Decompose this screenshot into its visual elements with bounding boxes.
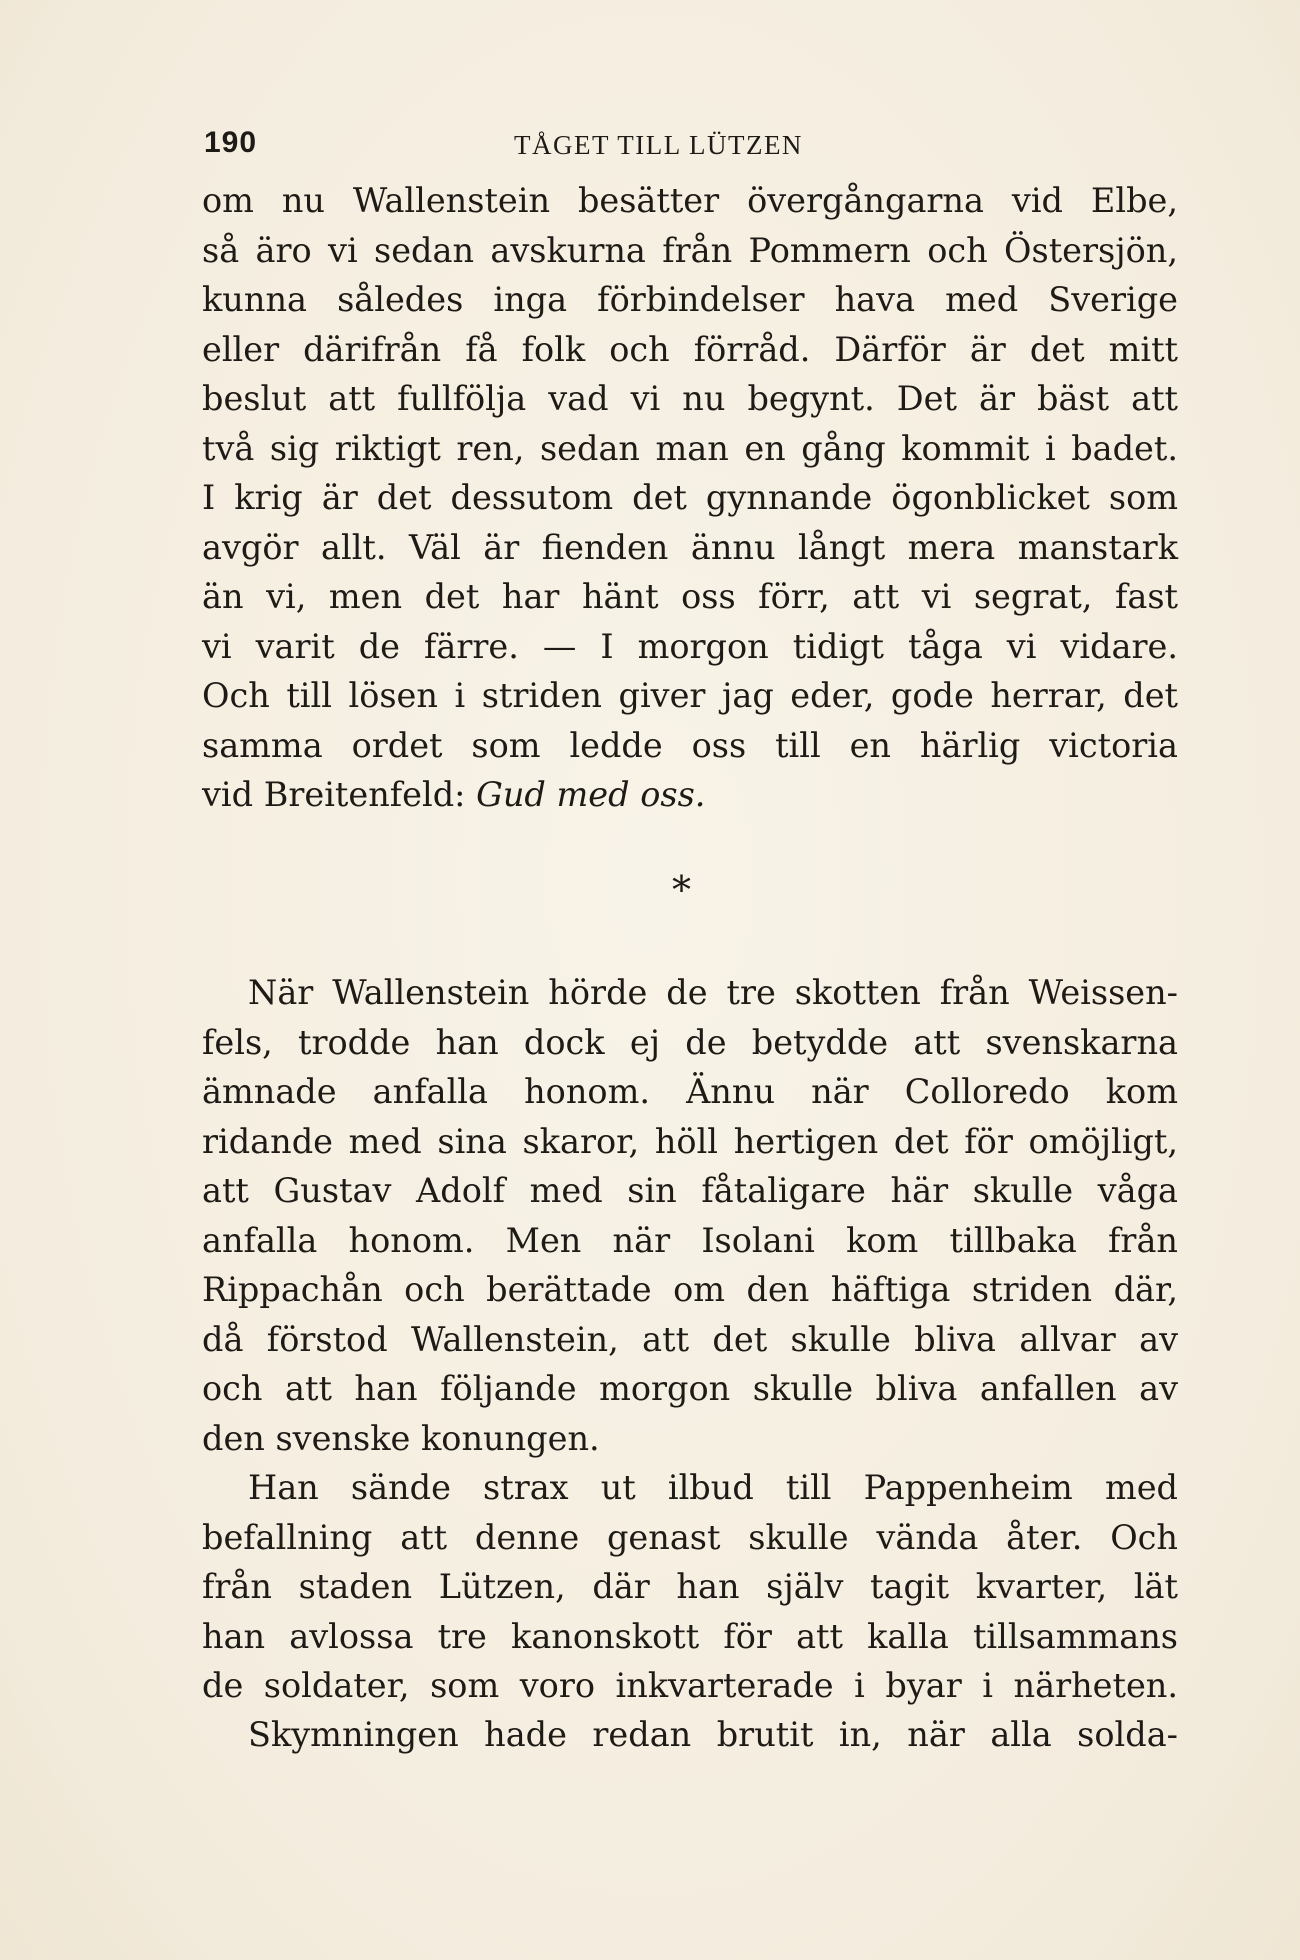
italic-motto: Gud med oss. [476,775,706,814]
text-line: vi varit de färre. — I morgon tidigt tåga vi vidare. [202,626,1178,666]
text-line: och att han följande morgon skulle bliva anfallen av [202,1369,1178,1408]
text-line: kunna således inga förbindelser hava med Sverige [202,280,1178,319]
text-line: avgör allt. Väl är fienden ännu långt mera manstark [202,527,1178,567]
page-number: 190 [204,126,258,159]
text-line: befallning att denne genast skulle vända åter. Och [202,1517,1178,1557]
text-line: fels, trodde han dock ej de betydde att svenskarna [202,1022,1178,1062]
section-separator: * [672,868,691,912]
text-line: eller därifrån få folk och förråd. Därför är det mitt [202,329,1178,369]
text-line: ridande med sina skaror, höll hertigen det för omöjligt, [202,1121,1178,1161]
running-head: TÅGET TILL LÜTZEN [514,130,803,160]
text-line-prefix: vid Breitenfeld: [202,775,477,814]
text-line: beslut att fullfölja vad vi nu begynt. Det är bäst att [202,379,1178,418]
text-line: ämnade anfalla honom. Ännu när Colloredo kom [202,1072,1178,1111]
text-line: från staden Lützen, där han själv tagit kvarter, lät [202,1567,1178,1606]
text-line: han avlossa tre kanonskott för att kalla tillsammans [202,1616,1178,1656]
page-header [204,126,1174,166]
text-line: än vi, men det har hänt oss förr, att vi segrat, fast [202,577,1178,616]
text-line: att Gustav Adolf med sin fåtaligare här skulle våga [202,1171,1178,1210]
text-line: Rippachån och berättade om den häftiga striden där, [202,1270,1178,1309]
text-line: Och till lösen i striden giver jag eder, gode herrar, det [202,676,1178,715]
text-line: de soldater, som voro inkvarterade i byar i närheten. [202,1666,1178,1705]
text-line: Skymningen hade redan brutit in, när alla solda- [248,1715,1178,1754]
text-line: två sig riktigt ren, sedan man en gång kommit i badet. [202,428,1178,468]
text-line [202,772,1178,818]
text-line: Han sände strax ut ilbud till Pappenheim med [248,1468,1178,1507]
text-line: I krig är det dessutom det gynnande ögonblicket som [202,478,1178,517]
text-line: anfalla honom. Men när Isolani kom tillbaka från [202,1220,1178,1260]
text-line: om nu Wallenstein besätter övergångarna vid Elbe, [202,181,1178,220]
text-line: så äro vi sedan avskurna från Pommern och Östersjön, [202,230,1178,270]
text-line: den svenske konungen. [202,1418,600,1458]
text-line: samma ordet som ledde oss till en härlig victoria [202,725,1178,765]
text-line: då förstod Wallenstein, att det skulle bliva allvar av [202,1319,1178,1359]
text-line: När Wallenstein hörde de tre skotten från Weissen- [248,973,1178,1012]
